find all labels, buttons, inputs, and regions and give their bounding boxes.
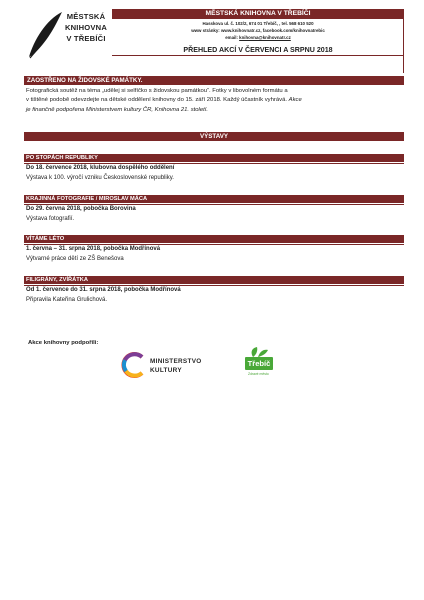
header [112,9,404,56]
main-event-line2: v tištěné podobě odevzdejte na dětské oddělení knihovny do 15. září 2018. Každý účastník vyhrává. Akce [26,97,302,104]
exhibition-item [24,235,404,263]
exhibitions-heading: VÝSTAVY [24,132,404,141]
exhibition-title: PO STOPÁCH REPUBLIKY [24,154,404,162]
ministry-of-culture-logo [120,346,220,380]
exhibition-item [24,276,404,304]
exhibition-desc: Výtvarné práce dětí ze ZŠ Benešova [26,255,124,262]
exhibition-desc: Výstava k 100. výročí vzniku Československé republiky. [26,174,174,181]
exhibition-date: 1. června – 31. srpna 2018, pobočka Modřínová [26,246,161,252]
header-divider [112,55,404,57]
supporters-label: Akce knihovny podpořili: [28,340,99,346]
main-event-heading: ZAOSTŘENO NA ŽIDOVSKÉ PAMÁTKY. [24,76,404,85]
header-edge-divider [403,9,404,73]
main-event-line3: je finančně podpořena Ministerstvem kultury ČR, Knihovna 21. století. [26,106,209,113]
page-title: PŘEHLED AKCÍ V ČERVENCI A SRPNU 2018 [183,45,333,54]
exhibition-item [24,195,404,223]
exhibition-desc: Výstava fotografií. [26,215,75,222]
header-email-line [112,34,404,41]
main-event-description [26,87,404,115]
exhibition-date: Od 1. července do 31. srpna 2018, pobočka Modřínová [26,287,181,293]
exhibition-title: FILIGRÁNY, ZVÍŘÁTKA [24,276,404,284]
header-web: www stránky: www.knihovnatr.cz, facebook.com/knihovnatrebic [191,28,325,34]
exhibition-title: KRAJINNÁ FOTOGRAFIE / MIROSLAV MÁCA [24,195,404,203]
header-email-link[interactable]: knihovna@knihovnatr.cz [239,35,291,41]
ministry-c-icon [120,351,148,379]
library-logo [26,10,110,60]
library-logo-text: MĚSTSKÁ KNIHOVNA V TŘEBÍČI [64,12,108,43]
ministry-logo-text: MINISTERSTVO KULTURY [150,358,202,374]
exhibition-date: Do 29. června 2018, pobočka Borovina [26,206,136,212]
main-event-line1: Fotografická soutěž na téma „udělej si selfíčko s židovskou památkou“. Fotky v libovolném formátu a [26,88,288,94]
trebic-logo [238,346,278,382]
exhibition-item [24,154,404,182]
header-contact [112,19,404,42]
header-email-label: email: [225,35,238,41]
trebic-tagline: Zdravé město [248,372,269,376]
trebic-badge: Třebíč [245,357,273,370]
exhibition-title: VÍTÁME LÉTO [24,235,404,243]
exhibition-desc: Připravila Kateřina Grulichová. [26,296,108,303]
exhibition-date: Do 18. července 2018, klubovna dospělého oddělení [26,165,175,171]
header-address: Hasskova ul. č. 102/2, 674 01 Třebíč, , tel. 568 610 520 [202,21,314,26]
header-org-bar: MĚSTSKÁ KNIHOVNA V TŘEBÍČI [112,9,404,19]
